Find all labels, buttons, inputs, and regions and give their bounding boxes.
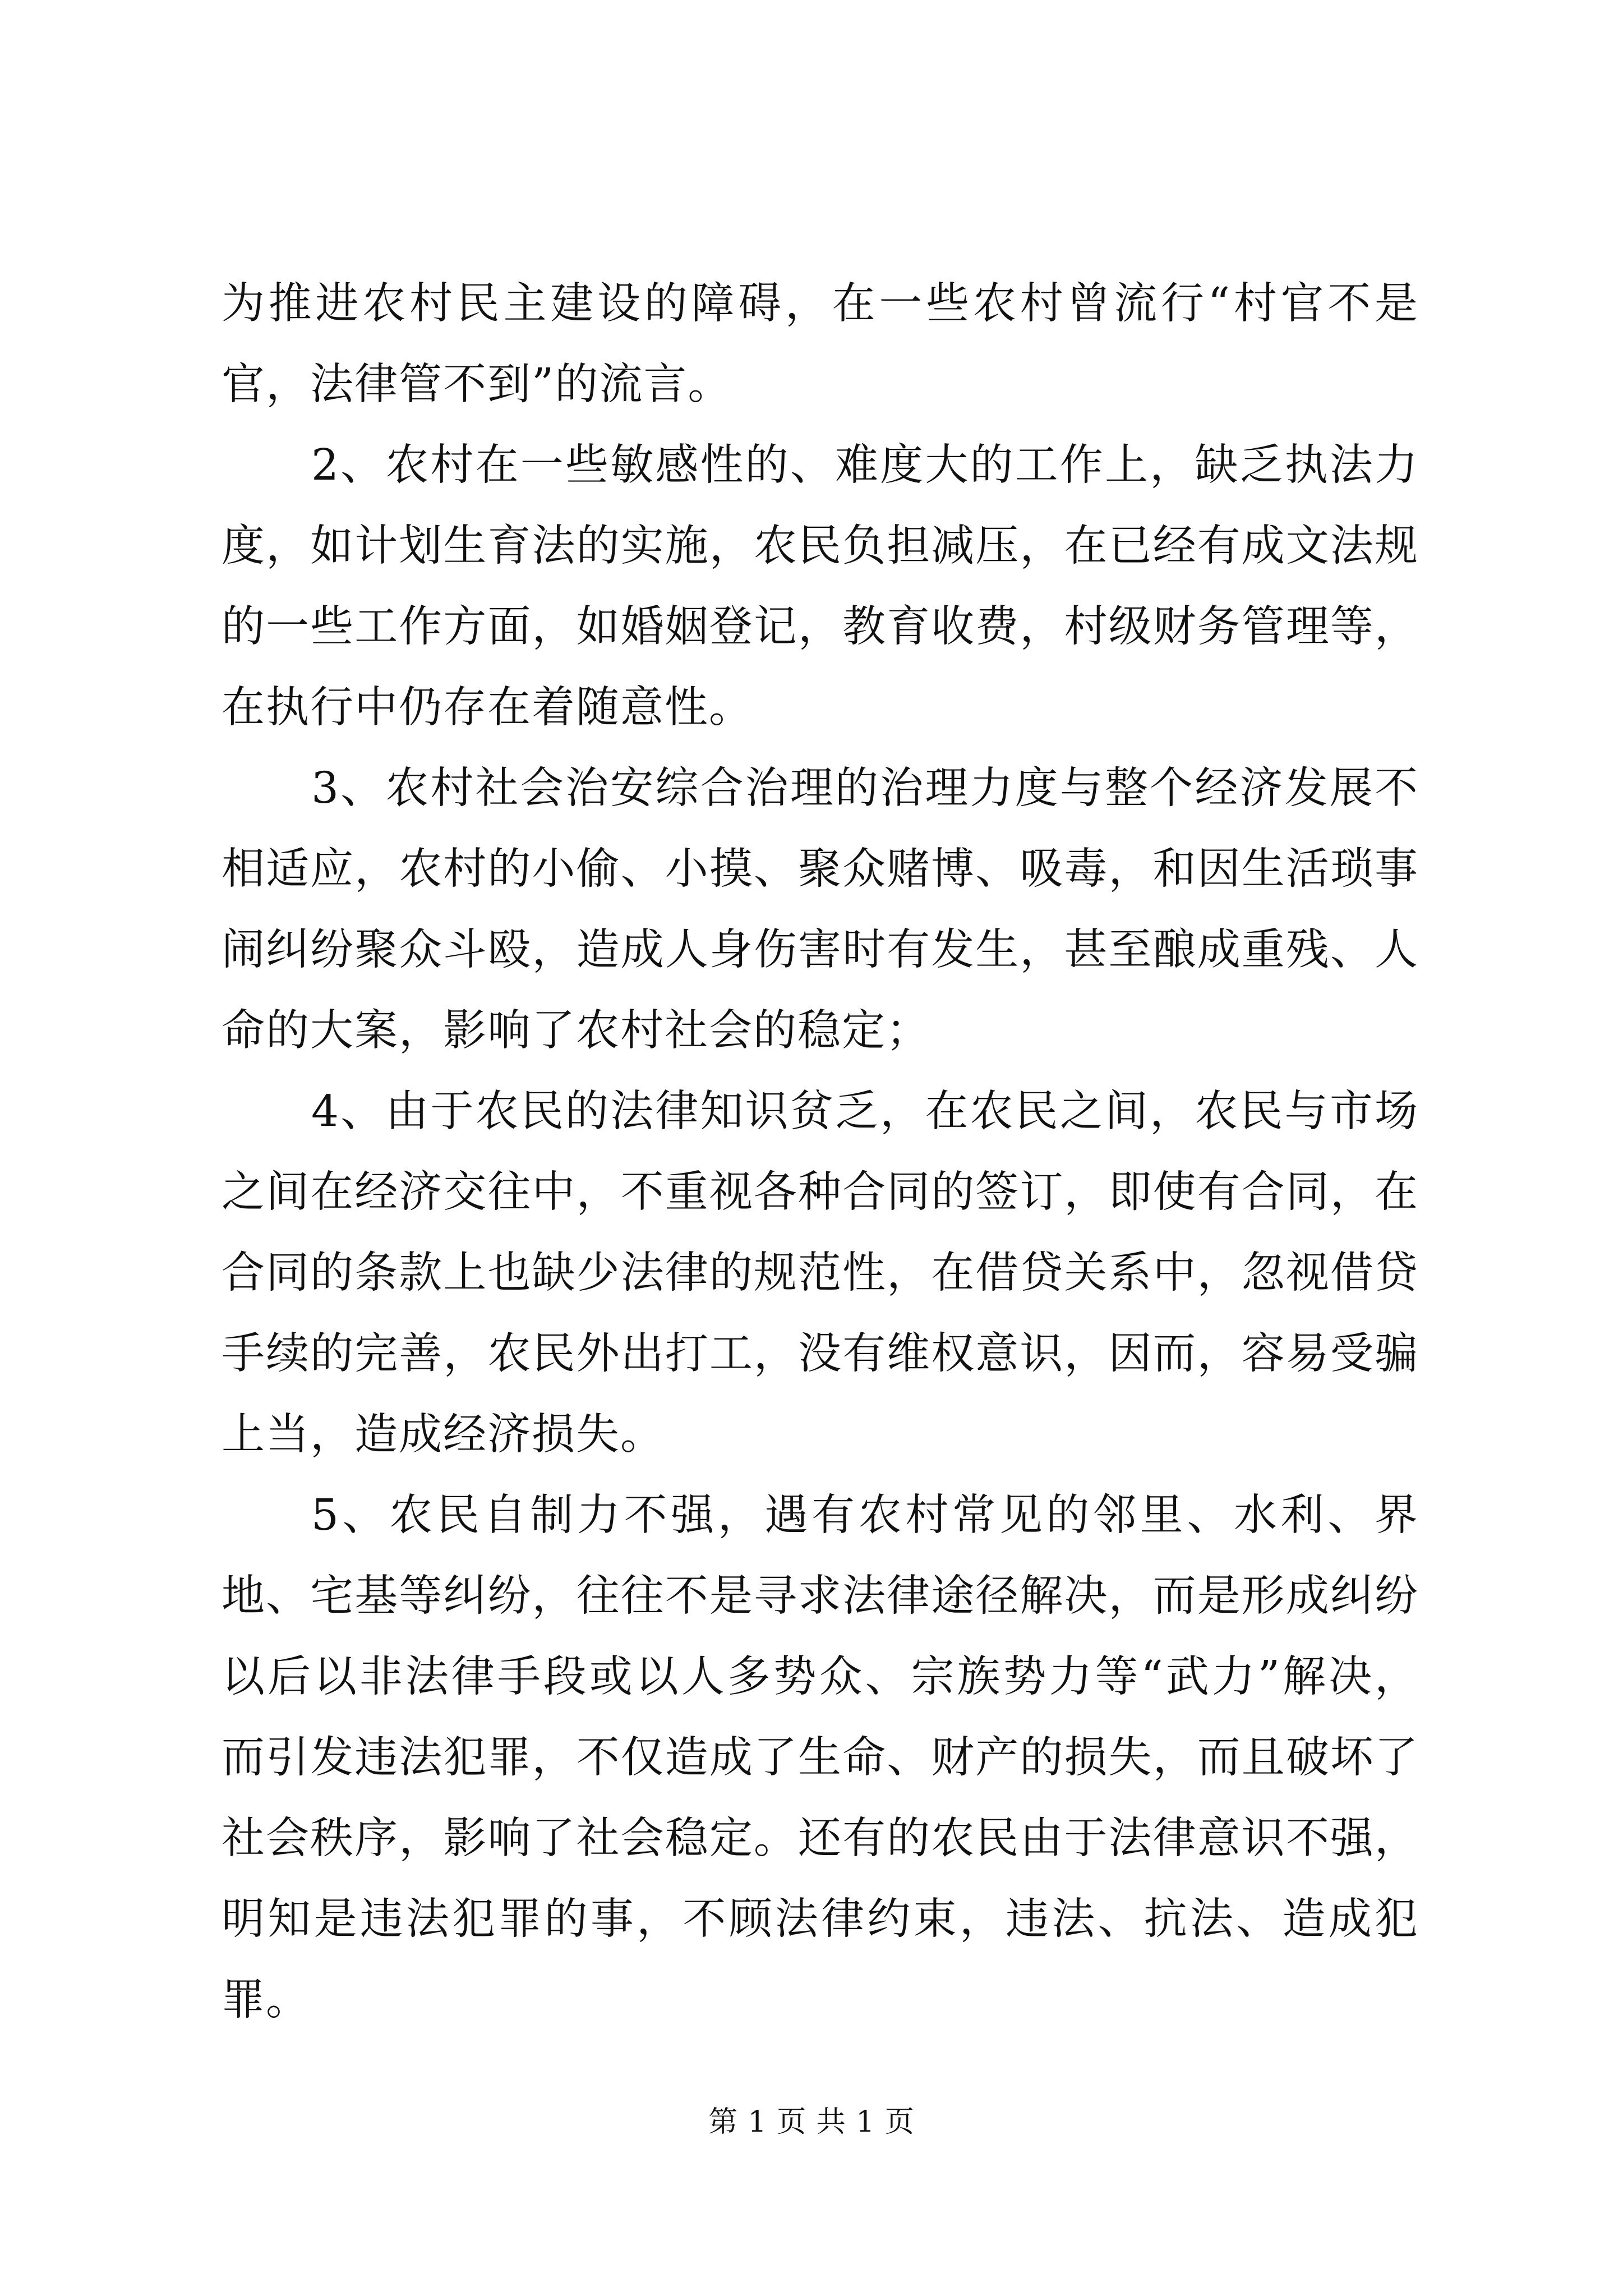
page-footer: 第 1 页 共 1 页 bbox=[708, 2105, 915, 2139]
paragraph-item-3: 3、农村社会治安综合治理的治理力度与整个经济发展不相适应，农村的小偷、小摸、聚众赌博、吸毒，和因生活琐事闹纠纷聚众斗殴，造成人身伤害时有发生，甚至酿成重残、人命的大案，影响了农村社会的稳定； bbox=[222, 763, 1419, 1056]
paragraph-item-5: 5、农民自制力不强，遇有农村常见的邻里、水利、界地、宅基等纠纷，往往不是寻求法律途径解决，而是形成纠纷以后以非法律手段或以人多势众、宗族势力等“武力”解决，而引发违法犯罪，不仅造成了生命、财产的损失，而且破坏了社会秩序，影响了社会稳定。还有的农民由于法律意识不强，明知是违法犯罪的事，不顾法律约束，违法、抗法、造成犯罪。 bbox=[222, 1490, 1419, 2025]
paragraph-continuation: 为推进农村民主建设的障碍，在一些农村曾流行“村官不是官，法律管不到”的流言。 bbox=[222, 279, 1419, 409]
paragraph-item-4: 4、由于农民的法律知识贫乏，在农民之间，农民与市场之间在经济交往中，不重视各种合同的签订，即使有合同，在合同的条款上也缺少法律的规范性，在借贷关系中，忽视借贷手续的完善，农民外出打工，没有维权意识，因而，容易受骗上当，造成经济损失。 bbox=[222, 1087, 1419, 1460]
paragraph-item-2: 2、农村在一些敏感性的、难度大的工作上，缺乏执法力度，如计划生育法的实施，农民负担减压，在已经有成文法规的一些工作方面，如婚姻登记，教育收费，村级财务管理等，在执行中仍存在着随意性。 bbox=[222, 440, 1419, 733]
document-body bbox=[222, 264, 1419, 2041]
